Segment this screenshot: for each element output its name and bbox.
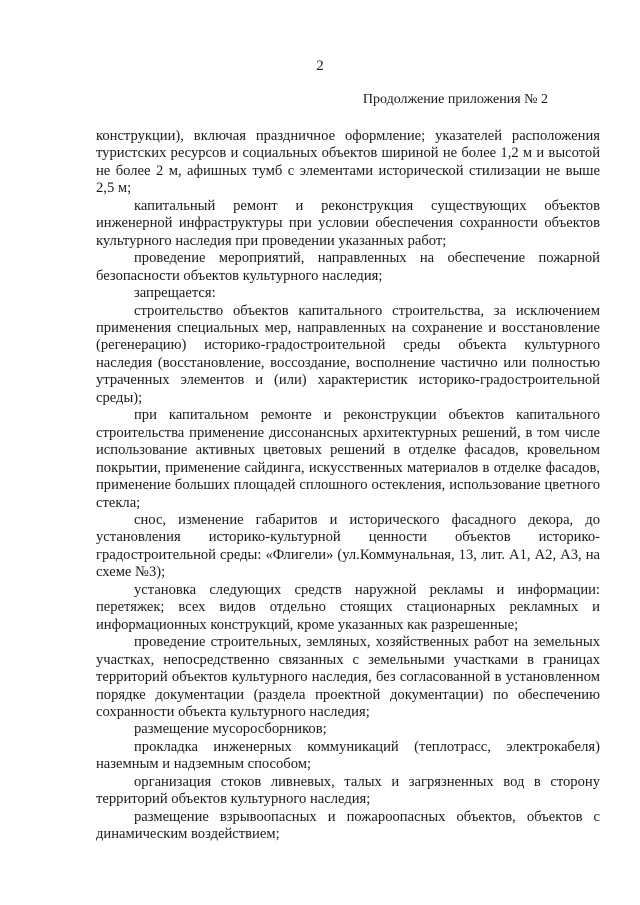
paragraph-prohibited-heading: запрещается: bbox=[134, 285, 216, 302]
paragraph-outdoor-advertising: установка следующих средств наружной рекламы и информации: перетяжек; всех видов отдельно стоящих стационарных рекламных и информационных конструкций, кроме указанных как разрешенные; bbox=[96, 581, 600, 633]
paragraph-continuation: конструкции), включая праздничное оформление; указателей расположения туристских ресурсов и социальных объектов шириной не более 1,2 м и высотой не более 2 м, афишных тумб с элементами исторической стилизации не выше 2,5 м; bbox=[96, 128, 600, 197]
paragraph-dissonant-solutions: при капитальном ремонте и реконструкции объектов капитального строительства применение диссонансных архитектурных решений, в том числе использование активных цветовых решений в отделке фасадов, кровельном покрытии, применение сайдинга, искусственных материалов в отделке фасадов, применение больших площадей сплошного остекления, использование цветного стекла; bbox=[96, 407, 600, 511]
paragraph-earthworks: проведение строительных, земляных, хозяйственных работ на земельных участках, непосредственно связанных с земельными участками в границах территорий объектов культурного наследия, без согласованной в установленном порядке документации (раздела проектной документации) по обеспечению сохранности объекта культурного наследия; bbox=[96, 634, 600, 720]
paragraph-engineering-repair: капитальный ремонт и реконструкция существующих объектов инженерной инфраструктуры при условии обеспечения сохранности объектов культурного наследия при проведении указанных работ; bbox=[96, 197, 600, 249]
document-body bbox=[96, 128, 600, 844]
paragraph-drainage: организация стоков ливневых, талых и загрязненных вод в сторону территорий объектов культурного наследия; bbox=[96, 773, 600, 808]
paragraph-utilities: прокладка инженерных коммуникаций (теплотрасс, электрокабеля) наземным и надземным способом; bbox=[96, 738, 600, 773]
page-number: 2 bbox=[316, 58, 324, 74]
paragraph-fire-safety: проведение мероприятий, направленных на обеспечение пожарной безопасности объектов культурного наследия; bbox=[96, 250, 600, 284]
paragraph-hazardous-objects: размещение взрывоопасных и пожароопасных объектов, объектов с динамическим воздействием; bbox=[96, 808, 600, 843]
paragraph-demolition: снос, изменение габаритов и исторического фасадного декора, до установления историко-культурной ценности объектов историко-градостроительной среды: «Флигели» (ул.Коммунальная, 13, лит. А1, А2, А3, на схеме №3); bbox=[96, 511, 600, 581]
paragraph-waste-bins: размещение мусоросборников; bbox=[134, 721, 327, 738]
paragraph-capital-construction: строительство объектов капитального строительства, за исключением применения специальных мер, направленных на сохранение и восстановление (регенерацию) историко-градостроительной среды объекта культурного наследия (восстановление, воссоздание, восполнение частично или полностью утраченных элементов и (или) характеристик историко-градостроительной среды); bbox=[96, 302, 600, 406]
appendix-continuation-header: Продолжение приложения № 2 bbox=[362, 92, 548, 107]
